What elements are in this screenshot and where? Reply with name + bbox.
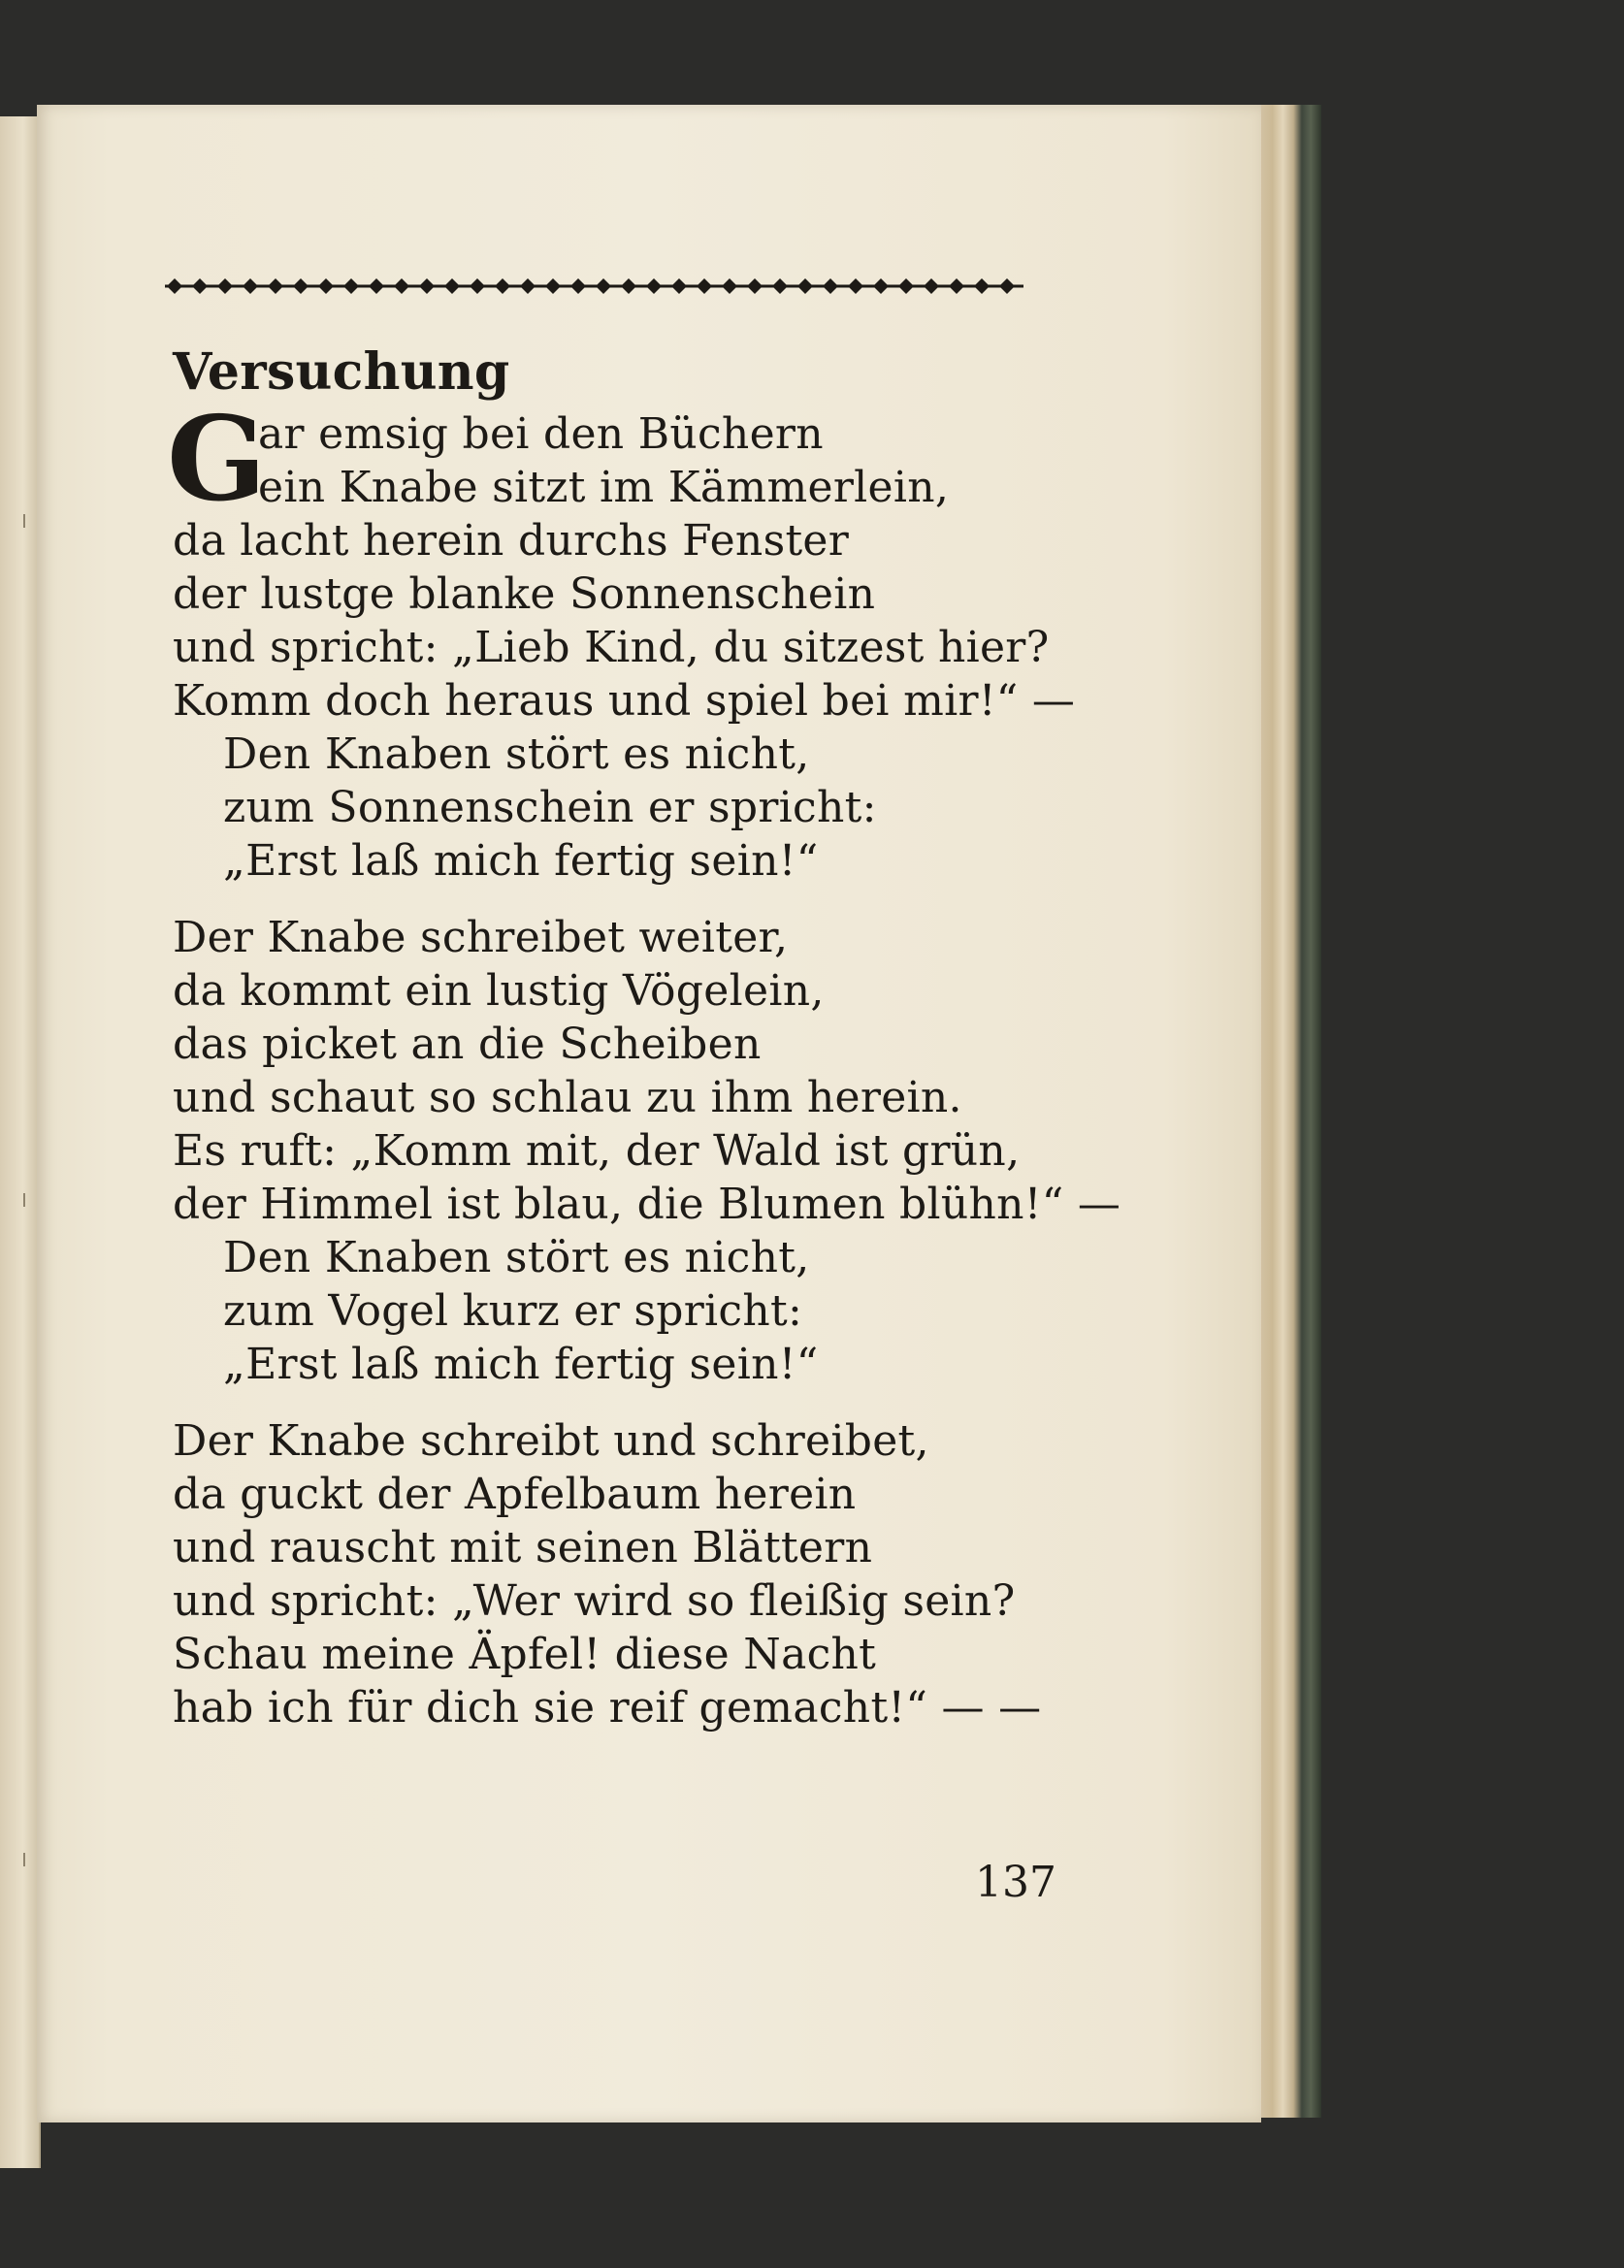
- poem-title: Versuchung: [173, 342, 510, 402]
- stanza-3: [173, 1414, 1121, 1734]
- binding-stitch: [23, 514, 33, 528]
- stanza-2: [173, 911, 1121, 1391]
- poem-line: und spricht: „Lieb Kind, du sitzest hier?: [173, 623, 1050, 672]
- poem-line: ar emsig bei den Büchern: [258, 409, 824, 459]
- poem: [167, 341, 1121, 1758]
- stanza-1: [167, 391, 1121, 888]
- poem-line: da kommt ein lustig Vögelein,: [173, 966, 825, 1016]
- refrain-line: zum Vogel kurz er spricht:: [223, 1286, 803, 1336]
- poem-line: hab ich für dich sie reif gemacht!“ — —: [173, 1683, 1042, 1733]
- refrain-line: Den Knaben stört es nicht,: [223, 1233, 810, 1282]
- poem-line: und rauscht mit seinen Blättern: [173, 1523, 873, 1572]
- poem-line: der Himmel ist blau, die Blumen blühn!“ —: [173, 1180, 1121, 1229]
- ornament-rule: [165, 274, 1023, 299]
- refrain-line: Den Knaben stört es nicht,: [223, 729, 810, 779]
- poem-line: ein Knabe sitzt im Kämmerlein,: [258, 463, 950, 512]
- drop-cap: G: [167, 391, 267, 528]
- poem-line: da lacht herein durchs Fenster: [173, 516, 850, 566]
- poem-line: da guckt der Apfelbaum herein: [173, 1470, 857, 1519]
- refrain-line: „Erst laß mich fertig sein!“: [223, 836, 819, 886]
- page-number: 137: [975, 1858, 1056, 1907]
- poem-line: Der Knabe schreibet weiter,: [173, 913, 789, 962]
- poem-line: der lustge blanke Sonnenschein: [173, 569, 876, 619]
- poem-line: und schaut so schlau zu ihm herein.: [173, 1073, 962, 1122]
- binding-stitch: [23, 1193, 33, 1207]
- binding-stitch: [23, 1853, 33, 1866]
- refrain-line: zum Sonnenschein er spricht:: [223, 783, 877, 832]
- opening-block: [167, 391, 1121, 528]
- poem-line: das picket an die Scheiben: [173, 1020, 762, 1069]
- poem-line: Schau meine Äpfel! diese Nacht: [173, 1630, 877, 1679]
- poem-line: Es ruft: „Komm mit, der Wald ist grün,: [173, 1126, 1021, 1176]
- poem-line: und spricht: „Wer wird so fleißig sein?: [173, 1576, 1016, 1626]
- poem-line: Komm doch heraus und spiel bei mir!“ —: [173, 676, 1076, 726]
- book-cover-edge: [1251, 105, 1321, 2118]
- previous-page-edge: [0, 116, 41, 2168]
- refrain-line: „Erst laß mich fertig sein!“: [223, 1340, 819, 1389]
- poem-line: Der Knabe schreibt und schreibet,: [173, 1416, 929, 1466]
